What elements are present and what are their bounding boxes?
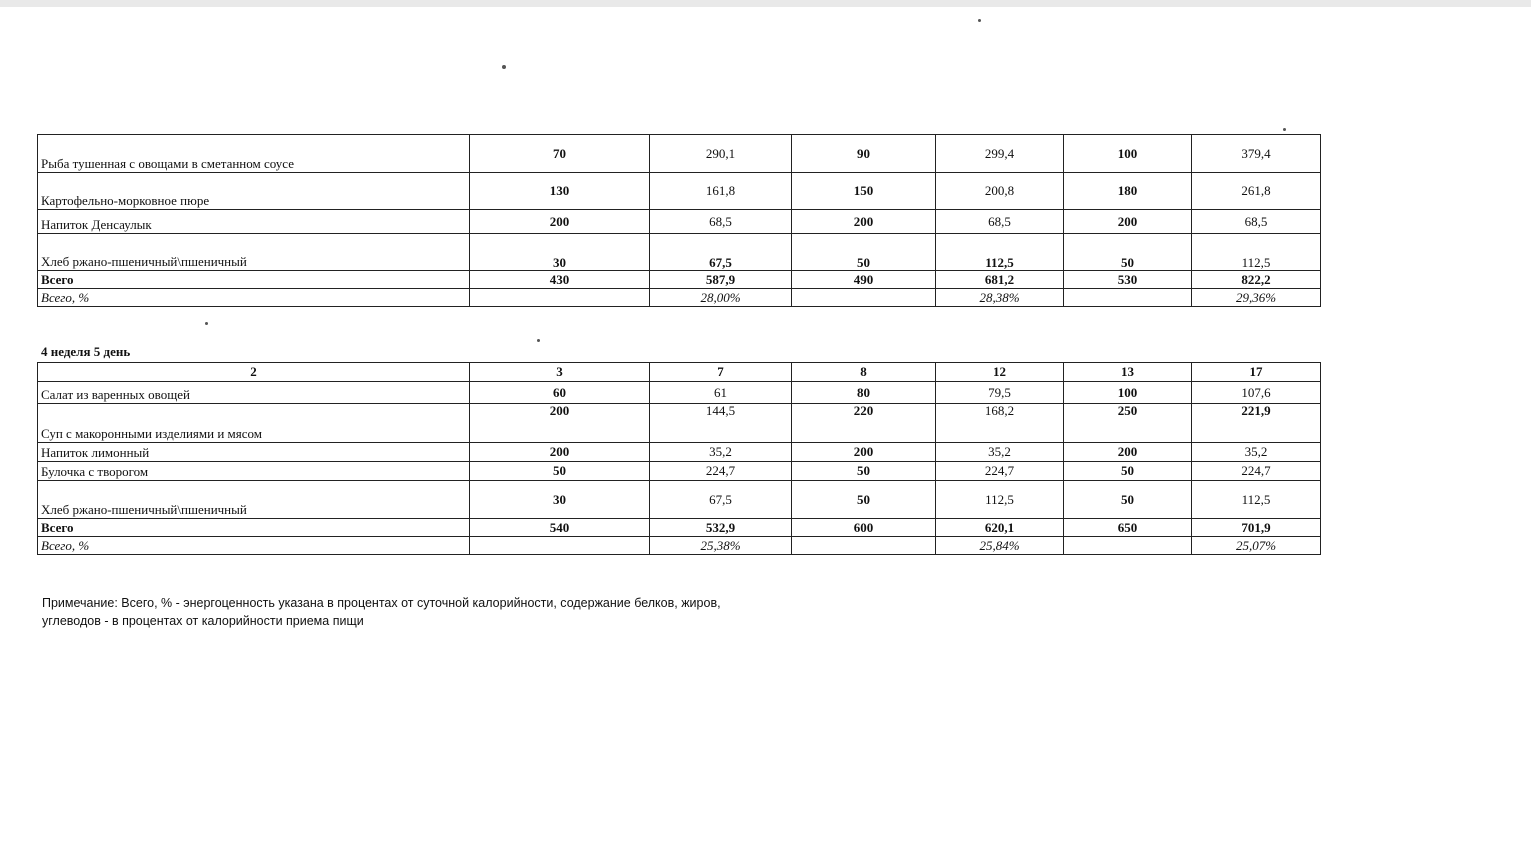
- cell-weight: 70: [470, 135, 650, 173]
- table-row: [38, 481, 1321, 519]
- column-header: 7: [650, 363, 792, 382]
- dish-name: Суп с макоронными изделиями и мясом: [38, 404, 470, 443]
- cell-weight: 530: [1064, 271, 1192, 289]
- cell-kcal: 587,9: [650, 271, 792, 289]
- cell-kcal: 61: [650, 382, 792, 404]
- column-header: 17: [1192, 363, 1321, 382]
- cell-empty: [792, 289, 936, 307]
- table-row: [38, 234, 1321, 271]
- cell-kcal: 79,5: [936, 382, 1064, 404]
- table-row: [38, 404, 1321, 443]
- section-title: 4 неделя 5 день: [41, 344, 131, 359]
- dish-name: Напиток лимонный: [38, 443, 470, 462]
- cell-weight: 540: [470, 519, 650, 537]
- scan-top-edge: [0, 0, 1531, 7]
- cell-weight: 30: [470, 481, 650, 519]
- cell-weight: 30: [470, 234, 650, 271]
- cell-percent: 28,38%: [936, 289, 1064, 307]
- cell-kcal: 224,7: [936, 462, 1064, 481]
- cell-weight: 90: [792, 135, 936, 173]
- table-row: [38, 537, 1321, 555]
- cell-weight: 50: [1064, 462, 1192, 481]
- table-row: [38, 382, 1321, 404]
- scan-speck: [537, 339, 540, 342]
- column-header: 8: [792, 363, 936, 382]
- footnote-line: Примечание: Всего, % - энергоценность указана в процентах от суточной калорийности, содержание белков, жиров,: [42, 596, 721, 610]
- cell-kcal: 822,2: [1192, 271, 1321, 289]
- cell-kcal: 67,5: [650, 481, 792, 519]
- cell-weight: 200: [470, 210, 650, 234]
- cell-kcal: 224,7: [650, 462, 792, 481]
- cell-weight: 650: [1064, 519, 1192, 537]
- table-row: [38, 462, 1321, 481]
- dish-name: Напиток Денсаулык: [38, 210, 470, 234]
- cell-kcal: 107,6: [1192, 382, 1321, 404]
- cell-kcal: 144,5: [650, 404, 792, 443]
- dish-name: Хлеб ржано-пшеничный\пшеничный: [38, 234, 470, 271]
- cell-weight: 50: [1064, 234, 1192, 271]
- menu-table-day-top: [37, 134, 1321, 307]
- dish-name: Булочка с творогом: [38, 462, 470, 481]
- column-header: 12: [936, 363, 1064, 382]
- cell-weight: 200: [792, 443, 936, 462]
- table-row: [38, 271, 1321, 289]
- table-row: [38, 519, 1321, 537]
- cell-weight: 130: [470, 173, 650, 210]
- cell-percent: 25,07%: [1192, 537, 1321, 555]
- total-label: Всего: [38, 271, 470, 289]
- cell-weight: 430: [470, 271, 650, 289]
- cell-kcal: 68,5: [1192, 210, 1321, 234]
- cell-kcal: 161,8: [650, 173, 792, 210]
- cell-percent: 29,36%: [1192, 289, 1321, 307]
- cell-weight: 200: [470, 404, 650, 443]
- scan-speck: [1283, 128, 1286, 131]
- total-label: Всего: [38, 519, 470, 537]
- cell-weight: 100: [1064, 382, 1192, 404]
- total-percent-label: Всего, %: [38, 537, 470, 555]
- table-row: [38, 135, 1321, 173]
- cell-weight: 60: [470, 382, 650, 404]
- cell-kcal: 261,8: [1192, 173, 1321, 210]
- total-percent-label: Всего, %: [38, 289, 470, 307]
- cell-kcal: 112,5: [936, 481, 1064, 519]
- cell-kcal: 35,2: [650, 443, 792, 462]
- column-header: 3: [470, 363, 650, 382]
- cell-empty: [470, 289, 650, 307]
- cell-weight: 100: [1064, 135, 1192, 173]
- cell-kcal: 379,4: [1192, 135, 1321, 173]
- cell-weight: 200: [1064, 443, 1192, 462]
- table-row: [38, 443, 1321, 462]
- cell-kcal: 112,5: [1192, 481, 1321, 519]
- scan-speck: [205, 322, 208, 325]
- cell-weight: 50: [792, 462, 936, 481]
- cell-weight: 50: [470, 462, 650, 481]
- cell-kcal: 224,7: [1192, 462, 1321, 481]
- cell-percent: 25,38%: [650, 537, 792, 555]
- cell-kcal: 290,1: [650, 135, 792, 173]
- cell-kcal: 681,2: [936, 271, 1064, 289]
- cell-weight: 50: [792, 481, 936, 519]
- cell-weight: 200: [792, 210, 936, 234]
- cell-empty: [1064, 289, 1192, 307]
- cell-empty: [1064, 537, 1192, 555]
- cell-weight: 80: [792, 382, 936, 404]
- table-header-row: [38, 363, 1321, 382]
- cell-weight: 200: [1064, 210, 1192, 234]
- cell-kcal: 221,9: [1192, 404, 1321, 443]
- dish-name: Хлеб ржано-пшеничный\пшеничный: [38, 481, 470, 519]
- dish-name: Картофельно-морковное пюре: [38, 173, 470, 210]
- cell-kcal: 701,9: [1192, 519, 1321, 537]
- cell-weight: 220: [792, 404, 936, 443]
- menu-table-week4-day5: [37, 362, 1321, 555]
- footnote-line: углеводов - в процентах от калорийности приема пищи: [42, 614, 364, 628]
- cell-weight: 50: [792, 234, 936, 271]
- cell-weight: 50: [1064, 481, 1192, 519]
- cell-kcal: 200,8: [936, 173, 1064, 210]
- cell-kcal: 620,1: [936, 519, 1064, 537]
- dish-name: Рыба тушенная с овощами в сметанном соусе: [38, 135, 470, 173]
- cell-weight: 250: [1064, 404, 1192, 443]
- cell-kcal: 67,5: [650, 234, 792, 271]
- cell-weight: 150: [792, 173, 936, 210]
- column-header: 2: [38, 363, 470, 382]
- cell-empty: [792, 537, 936, 555]
- cell-percent: 28,00%: [650, 289, 792, 307]
- footnote: [42, 594, 721, 630]
- cell-percent: 25,84%: [936, 537, 1064, 555]
- cell-kcal: 299,4: [936, 135, 1064, 173]
- cell-kcal: 112,5: [936, 234, 1064, 271]
- cell-kcal: 68,5: [650, 210, 792, 234]
- cell-weight: 180: [1064, 173, 1192, 210]
- cell-kcal: 35,2: [1192, 443, 1321, 462]
- cell-kcal: 68,5: [936, 210, 1064, 234]
- cell-empty: [470, 537, 650, 555]
- table-row: [38, 210, 1321, 234]
- cell-weight: 490: [792, 271, 936, 289]
- cell-kcal: 112,5: [1192, 234, 1321, 271]
- cell-kcal: 168,2: [936, 404, 1064, 443]
- column-header: 13: [1064, 363, 1192, 382]
- cell-kcal: 532,9: [650, 519, 792, 537]
- dish-name: Салат из варенных овощей: [38, 382, 470, 404]
- table-row: [38, 173, 1321, 210]
- cell-weight: 200: [470, 443, 650, 462]
- cell-kcal: 35,2: [936, 443, 1064, 462]
- scan-speck: [978, 19, 981, 22]
- cell-weight: 600: [792, 519, 936, 537]
- scan-speck: [502, 65, 506, 69]
- table-row: [38, 289, 1321, 307]
